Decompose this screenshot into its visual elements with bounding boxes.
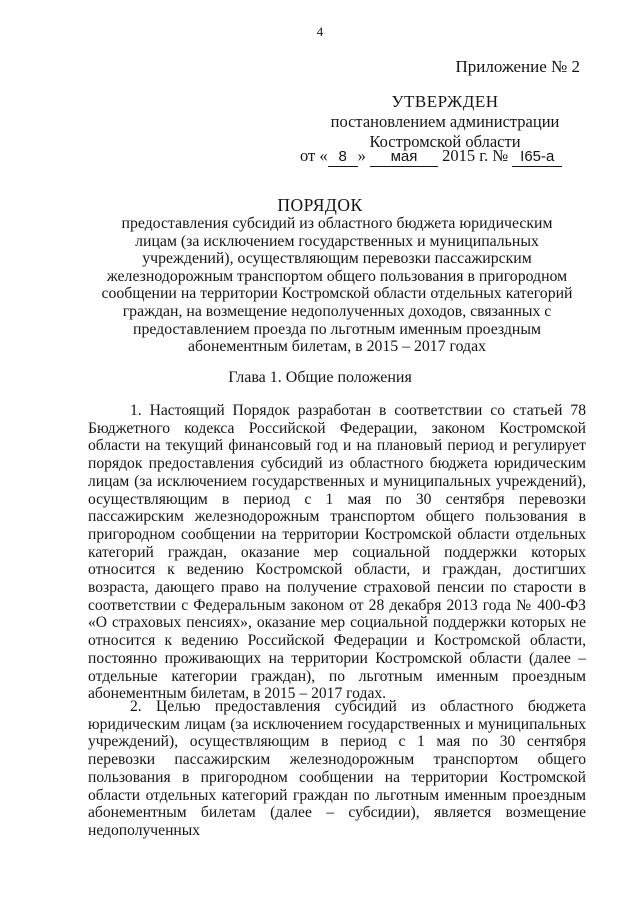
appendix-label: Приложение № 2 — [455, 57, 580, 76]
date-prefix: от « — [300, 146, 328, 165]
decree-year: 2015 г. № — [442, 146, 509, 165]
decree-number: I65-а — [512, 148, 562, 167]
page-number: 4 — [316, 24, 324, 39]
date-close: » — [357, 146, 366, 165]
decree-day: 8 — [328, 148, 358, 167]
approval-heading: УТВЕРЖДЕН — [391, 92, 499, 111]
approval-line-2: Костромской области — [369, 132, 521, 151]
paragraph-2 — [88, 698, 586, 840]
document-title: ПОРЯДОК — [277, 195, 363, 215]
paragraph-1-text: 1. Настоящий Порядок разработан в соответствии со статьей 78 Бюджетного кодекса Российской Федерации, законом Костромской области на текущий финансовый год и на плановый период и регулирует порядок предоставления субсидий из областного бюджета юридическим лицам (за исключением государственных и муниципальных учреждений), осуществляющим в период с 1 мая по 30 сентября перевозки пассажирским железнодорожным транспортом общего пользования в пригородном сообщении на территории Костромской области отдельных категорий граждан, оказание мер социальной поддержки которых относится к ведению Костромской области, и граждан, достигших возраста, дающего право на получение страховой пенсии по старости в соответствии с Федеральным законом от 28 декабря 2013 года № 400-ФЗ «О страховых пенсиях», оказание мер социальной поддержки которых не относится к ведению Российской Федерации и Костромской области, постоянно проживающих на территории Костромской области (далее – отдельные категории граждан), по льготным именным проездным абонементным билетам, в 2015 – 2017 годах. — [88, 402, 586, 703]
document-subtitle: предоставления субсидий из областного бюджета юридическим лицам (за исключением государственных и муниципальных учреждений), осуществляющим перевозки пассажирским железнодорожным транспортом общего пользования в пригородном сообщении на территории Костромской области отдельных категорий граждан, на возмещение недополученных доходов, связанных с предоставлением проезда по льготным именным проездным абонементным билетам, в 2015 – 2017 годах — [101, 215, 573, 356]
paragraph-2-text: 2. Целью предоставления субсидий из областного бюджета юридическим лицам (за исключением государственных и муниципальных учреждений), осуществляющим в период с 1 мая по 30 сентября перевозки пассажирским железнодорожным транспортом общего пользования в пригородном сообщении на территории Костромской области отдельных категорий граждан по льготным именным проездным абонементным билетам (далее – субсидии), является возмещение недополученных — [88, 698, 586, 839]
approval-line-1: постановлением администрации — [330, 112, 560, 131]
paragraph-1 — [88, 402, 586, 703]
approval-block — [320, 92, 570, 152]
chapter-heading: Глава 1. Общие положения — [228, 369, 412, 386]
decree-month: мая — [370, 148, 438, 167]
decree-date-line — [300, 146, 610, 167]
